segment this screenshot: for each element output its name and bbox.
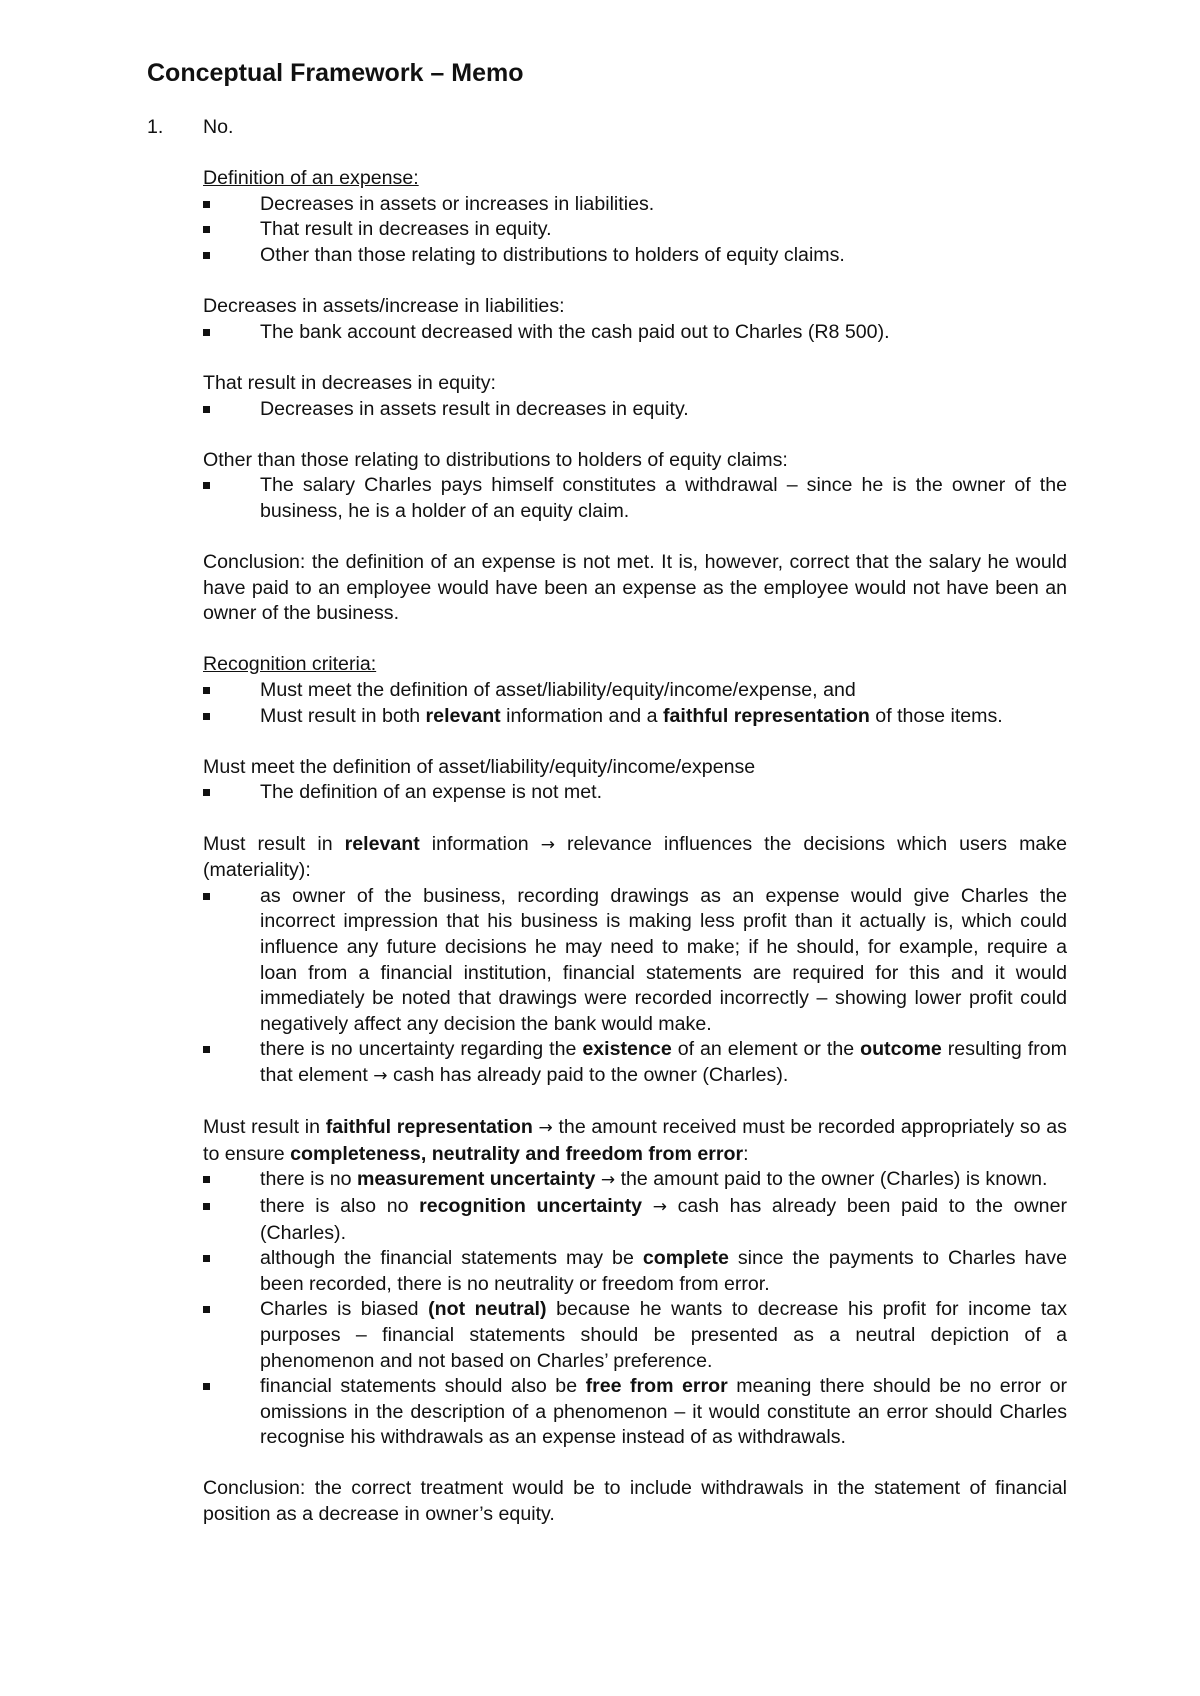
list-item: [203, 780, 1067, 806]
memo-section: [203, 1115, 1067, 1451]
list-item: [203, 884, 1067, 1038]
bold-text: (not neutral): [428, 1298, 547, 1321]
bullet-list: [203, 397, 1067, 423]
bold-text: outcome: [860, 1038, 942, 1061]
list-item-text: The salary Charles pays himself constitutes a withdrawal – since he is the owner of the business, he is a holder of an equity claim.: [260, 474, 1067, 522]
bold-text: measurement uncertainty: [356, 1168, 596, 1191]
bold-text: relevant: [344, 832, 420, 855]
section-heading: Must result in faithful representation → the amount received must be recorded appropriately so as to ensure completeness, neutrality and freedom from error:: [203, 1116, 1067, 1165]
arrow-right-icon: →: [652, 1196, 667, 1217]
bold-text: complete: [642, 1247, 729, 1270]
square-bullet-icon: [203, 1203, 210, 1210]
square-bullet-icon: [203, 329, 210, 336]
section-heading: Decreases in assets/increase in liabilities:: [203, 295, 565, 318]
square-bullet-icon: [203, 893, 210, 900]
list-item: [203, 397, 1067, 423]
bold-text: existence: [582, 1038, 672, 1061]
memo-section: [203, 1476, 1067, 1527]
list-item-text: The bank account decreased with the cash paid out to Charles (R8 500).: [260, 320, 890, 343]
list-item-text: although the financial statements may be complete since the payments to Charles have been recorded, there is no neutrality or freedom from error.: [260, 1247, 1067, 1295]
list-item: [203, 1374, 1067, 1451]
list-item-text: financial statements should also be free from error meaning there should be no error or omissions in the description of a phenomenon – it would constitute an error should Charles recognise his withdrawals as an expense instead of as withdrawals.: [260, 1375, 1067, 1449]
conclusion-paragraph: Conclusion: the definition of an expense is not met. It is, however, correct that the salary he would have paid to an employee would have been an expense as the employee would not have been an owner of the business.: [203, 551, 1067, 625]
list-item-text: there is no uncertainty regarding the existence of an element or the outcome resulting from that element → cash has already paid to the owner (Charles).: [260, 1038, 1067, 1086]
bold-text: completeness, neutrality and freedom from error: [290, 1142, 744, 1165]
square-bullet-icon: [203, 1046, 210, 1053]
question-row: [147, 115, 1067, 141]
list-item-text: The definition of an expense is not met.: [260, 781, 603, 804]
bullet-list: [203, 1167, 1067, 1451]
memo-section: [203, 755, 1067, 806]
arrow-right-icon: →: [600, 1170, 616, 1191]
bullet-list: [203, 473, 1067, 524]
list-item-text: as owner of the business, recording drawings as an expense would give Charles the incorrect impression that his business is making less profit than it actually is, which could influence any future decisions he may need to make; if he should, for example, require a loan from a financial institution, financial statements are required for this and it would immediately be noted that drawings were recorded incorrectly – showing lower profit could negatively affect any decision the bank would make.: [260, 884, 1067, 1035]
conclusion-paragraph: Conclusion: the correct treatment would be to include withdrawals in the statement of financial position as a decrease in owner’s equity.: [203, 1477, 1067, 1526]
list-item-text: Decreases in assets or increases in liabilities.: [260, 192, 655, 215]
list-item: [203, 1194, 1067, 1246]
list-item-text: Must meet the definition of asset/liability/equity/income/expense, and: [260, 679, 856, 702]
section-heading: Must result in relevant information → relevance influences the decisions which users make (materiality):: [203, 832, 1067, 882]
list-item: [203, 704, 1067, 730]
list-item: [203, 217, 1067, 243]
list-item-text: That result in decreases in equity.: [260, 218, 552, 241]
bold-text: faithful representation: [325, 1116, 533, 1139]
section-heading: Other than those relating to distributions to holders of equity claims:: [203, 448, 788, 471]
square-bullet-icon: [203, 687, 210, 694]
square-bullet-icon: [203, 1383, 210, 1390]
square-bullet-icon: [203, 1255, 210, 1262]
list-item-text: there is no measurement uncertainty → the amount paid to the owner (Charles) is known.: [260, 1168, 1048, 1191]
list-item-text: Other than those relating to distributions to holders of equity claims.: [260, 243, 845, 266]
list-item-text: there is also no recognition uncertainty → cash has already been paid to the owner (Charles).: [260, 1194, 1067, 1244]
arrow-right-icon: →: [373, 1065, 388, 1086]
section-heading: Definition of an expense:: [203, 167, 419, 190]
bullet-list: [203, 884, 1067, 1090]
memo-section: [203, 371, 1067, 422]
page-title: Conceptual Framework – Memo: [147, 59, 524, 87]
square-bullet-icon: [203, 713, 210, 720]
bold-text: free from error: [585, 1375, 728, 1398]
list-item-text: Must result in both relevant information and a faithful representation of those items.: [260, 704, 1003, 727]
bold-text: recognition uncertainty: [419, 1194, 643, 1217]
list-item: [203, 678, 1067, 704]
arrow-right-icon: →: [540, 834, 555, 855]
square-bullet-icon: [203, 406, 210, 413]
memo-section: [203, 166, 1067, 268]
list-item: [203, 320, 1067, 346]
list-item-text: Charles is biased (not neutral) because he wants to decrease his profit for income tax purposes – financial statements should be presented as a neutral depiction of a phenomenon and not based on Charles’ preference.: [260, 1298, 1067, 1372]
square-bullet-icon: [203, 201, 210, 208]
list-item: [203, 473, 1067, 524]
list-item: [203, 1297, 1067, 1374]
square-bullet-icon: [203, 1306, 210, 1313]
section-heading: That result in decreases in equity:: [203, 371, 496, 394]
list-item: [203, 1167, 1067, 1194]
memo-section: [203, 448, 1067, 525]
question-number: 1.: [147, 116, 164, 138]
bullet-list: [203, 192, 1067, 269]
bullet-list: [203, 678, 1067, 729]
memo-body: [203, 166, 1067, 1527]
square-bullet-icon: [203, 789, 210, 796]
bullet-list: [203, 780, 1067, 806]
memo-section: [203, 652, 1067, 729]
bullet-list: [203, 320, 1067, 346]
bold-text: faithful representation: [663, 704, 870, 727]
list-item: [203, 192, 1067, 218]
square-bullet-icon: [203, 252, 210, 259]
memo-section: [203, 550, 1067, 627]
list-item: [203, 1037, 1067, 1089]
memo-document: [147, 58, 1067, 1528]
answer-text: No.: [203, 116, 234, 138]
list-item-text: Decreases in assets result in decreases in equity.: [260, 397, 689, 420]
square-bullet-icon: [203, 1176, 210, 1183]
square-bullet-icon: [203, 482, 210, 489]
memo-section: [203, 832, 1067, 1090]
list-item: [203, 243, 1067, 269]
memo-section: [203, 294, 1067, 345]
bold-text: relevant: [425, 704, 501, 727]
section-heading: Must meet the definition of asset/liability/equity/income/expense: [203, 755, 756, 778]
section-heading: Recognition criteria:: [203, 653, 377, 676]
list-item: [203, 1246, 1067, 1297]
arrow-right-icon: →: [538, 1118, 553, 1139]
square-bullet-icon: [203, 226, 210, 233]
